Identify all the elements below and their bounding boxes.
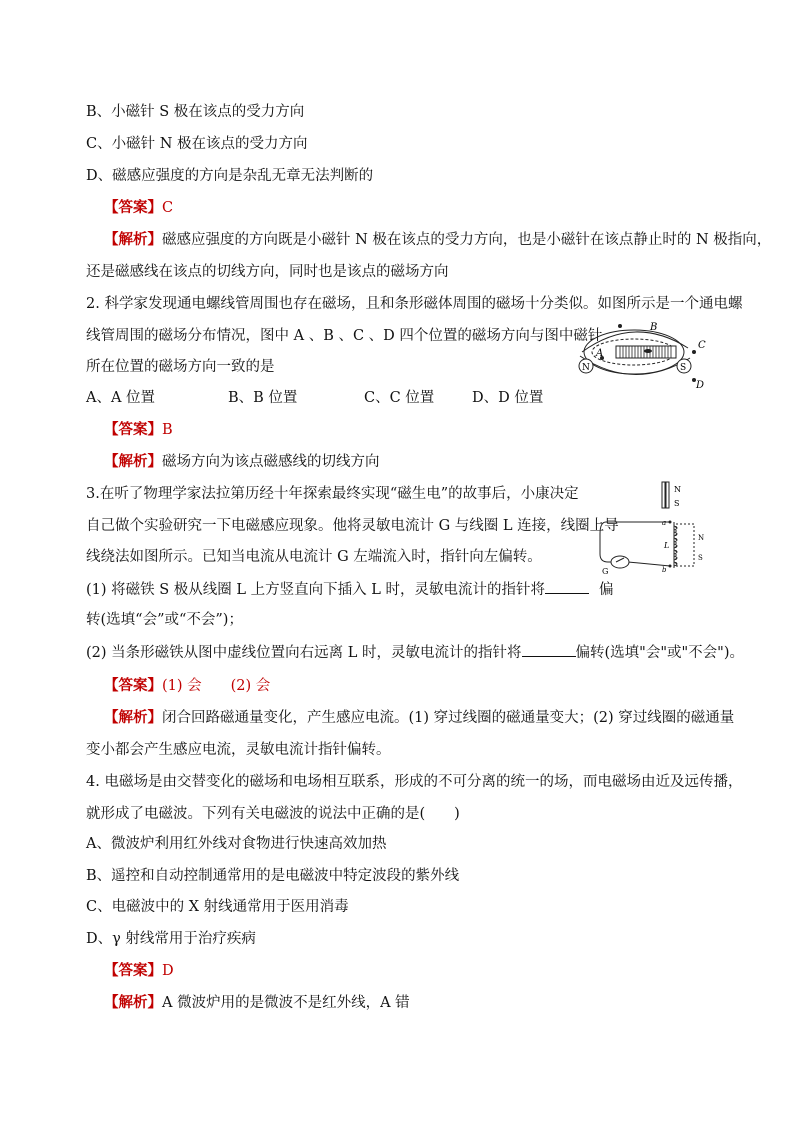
analysis-label: 【解析】 (104, 231, 162, 248)
q2-stem-line-3: 所在位置的磁场方向一致的是 (86, 359, 275, 375)
q4-answer (104, 961, 174, 981)
q2-answer (104, 420, 173, 440)
q2-option-c: C、C 位置 (364, 390, 435, 406)
q1-answer (104, 198, 173, 218)
analysis-text: 闭合回路磁通量变化，产生感应电流。(1) 穿过线圈的磁通量变大；(2) 穿过线圈的磁通量 (162, 710, 735, 726)
q3-sub1-text: (1) 将磁铁 S 极从线圈 L 上方竖直向下插入 L 时，灵敏电流计的指针将 (86, 582, 545, 598)
q4-option-b: B、遥控和自动控制通常用的是电磁波中特定波段的紫外线 (86, 868, 460, 884)
q4-stem-line-2: 就形成了电磁波。下列有关电磁波的说法中正确的是( ) (86, 806, 460, 822)
q1-option-d: D、磁感应强度的方向是杂乱无章无法判断的 (86, 168, 374, 184)
q2-stem-line-2: 线管周围的磁场分布情况，图中 A 、B 、C 、D 四个位置的磁场方向与图中磁针 (86, 328, 603, 344)
analysis-label: 【解析】 (104, 453, 162, 470)
q3-stem-line-1: 3.在听了物理学家法拉第历经十年探索最终实现“磁生电”的故事后，小康决定 (86, 486, 579, 502)
fig-label-s2: S (698, 554, 703, 562)
q1-analysis-line-2: 还是磁感线在该点的切线方向，同时也是该点的磁场方向 (86, 264, 449, 280)
fig-label-n: N (582, 363, 590, 373)
q2-stem-line-1: 2. 科学家发现通电螺线管周围也存在磁场，且和条形磁体周围的磁场十分类似。如图所示是一个通电螺 (86, 296, 743, 312)
q3-sub1-line-1 (86, 579, 614, 600)
fig-label-s: S (680, 363, 687, 373)
q3-sub2-text: (2) 当条形磁铁从图中虚线位置向右远离 L 时，灵敏电流计的指针将 (86, 645, 522, 661)
q4-option-d: D、γ 射线常用于治疗疾病 (86, 931, 256, 947)
q4-option-c: C、电磁波中的 X 射线通常用于医用消毒 (86, 899, 349, 915)
fig-label-d: D (696, 380, 705, 390)
q3-sub1-tail: 偏 (599, 582, 614, 598)
q3-sub2 (86, 642, 744, 663)
q2-option-d: D、D 位置 (472, 390, 544, 406)
fig-label-n2: N (698, 534, 705, 542)
q3-answer (104, 676, 270, 696)
fig-label-g: G (602, 567, 609, 576)
q2-option-a: A、A 位置 (86, 390, 156, 406)
answer-value: (1) 会 (2) 会 (162, 678, 271, 694)
fig-label-a: A (596, 348, 604, 359)
fig-label-a: a (662, 519, 667, 527)
q3-sub2-tail: 偏转(选填"会"或"不会")。 (575, 645, 744, 661)
analysis-text: 磁感应强度的方向既是小磁针 N 极在该点的受力方向，也是小磁针在该点静止时的 N 极指向， (162, 232, 772, 248)
answer-value: B (162, 422, 173, 438)
q3-stem-line-3: 线绕法如图所示。已知当电流从电流计 G 左端流入时，指针向左偏转。 (86, 549, 542, 565)
fig-label-b: B (650, 322, 658, 333)
q3-sub1-blank[interactable] (545, 579, 589, 594)
q3-analysis-line-1 (104, 708, 734, 728)
answer-label: 【答案】 (104, 962, 162, 979)
q3-sub1-line-2: 转(选填“会”或“不会”)； (86, 612, 243, 628)
fig-label-l: L (664, 541, 670, 550)
fig-label-n: N (674, 485, 681, 494)
analysis-text: 磁场方向为该点磁感线的切线方向 (162, 454, 380, 470)
fig-label-c: C (698, 340, 706, 351)
q4-analysis (104, 993, 410, 1013)
analysis-label: 【解析】 (104, 709, 162, 726)
q4-option-a: A、微波炉利用红外线对食物进行快速高效加热 (86, 836, 387, 852)
q1-analysis-line-1 (104, 230, 771, 250)
q2-options (86, 388, 543, 408)
fig-label-b: b (662, 566, 667, 574)
fig-label-s: S (674, 499, 680, 508)
coil-galvanometer-figure (596, 478, 708, 578)
q3-stem-line-2: 自己做个实验研究一下电磁感应现象。他将灵敏电流计 G 与线圈 L 连接，线圈上导 (86, 518, 619, 534)
q3-sub2-blank[interactable] (522, 642, 576, 657)
q1-option-b: B、小磁针 S 极在该点的受力方向 (86, 104, 305, 120)
q2-option-b: B、B 位置 (228, 390, 298, 406)
analysis-label: 【解析】 (104, 994, 162, 1011)
solenoid-field-figure (572, 318, 712, 390)
answer-value: D (162, 963, 174, 979)
q3-analysis-line-2: 变小都会产生感应电流，灵敏电流计指针偏转。 (86, 742, 391, 758)
answer-label: 【答案】 (104, 199, 162, 216)
answer-label: 【答案】 (104, 677, 162, 694)
answer-label: 【答案】 (104, 421, 162, 438)
analysis-text: A 微波炉用的是微波不是红外线，A 错 (162, 995, 410, 1011)
answer-value: C (162, 200, 174, 216)
q1-option-c: C、小磁针 N 极在该点的受力方向 (86, 136, 308, 152)
q2-analysis (104, 452, 380, 472)
q4-stem-line-1: 4. 电磁场是由交替变化的磁场和电场相互联系，形成的不可分离的统一的场，而电磁场由近及远传播， (86, 774, 743, 790)
